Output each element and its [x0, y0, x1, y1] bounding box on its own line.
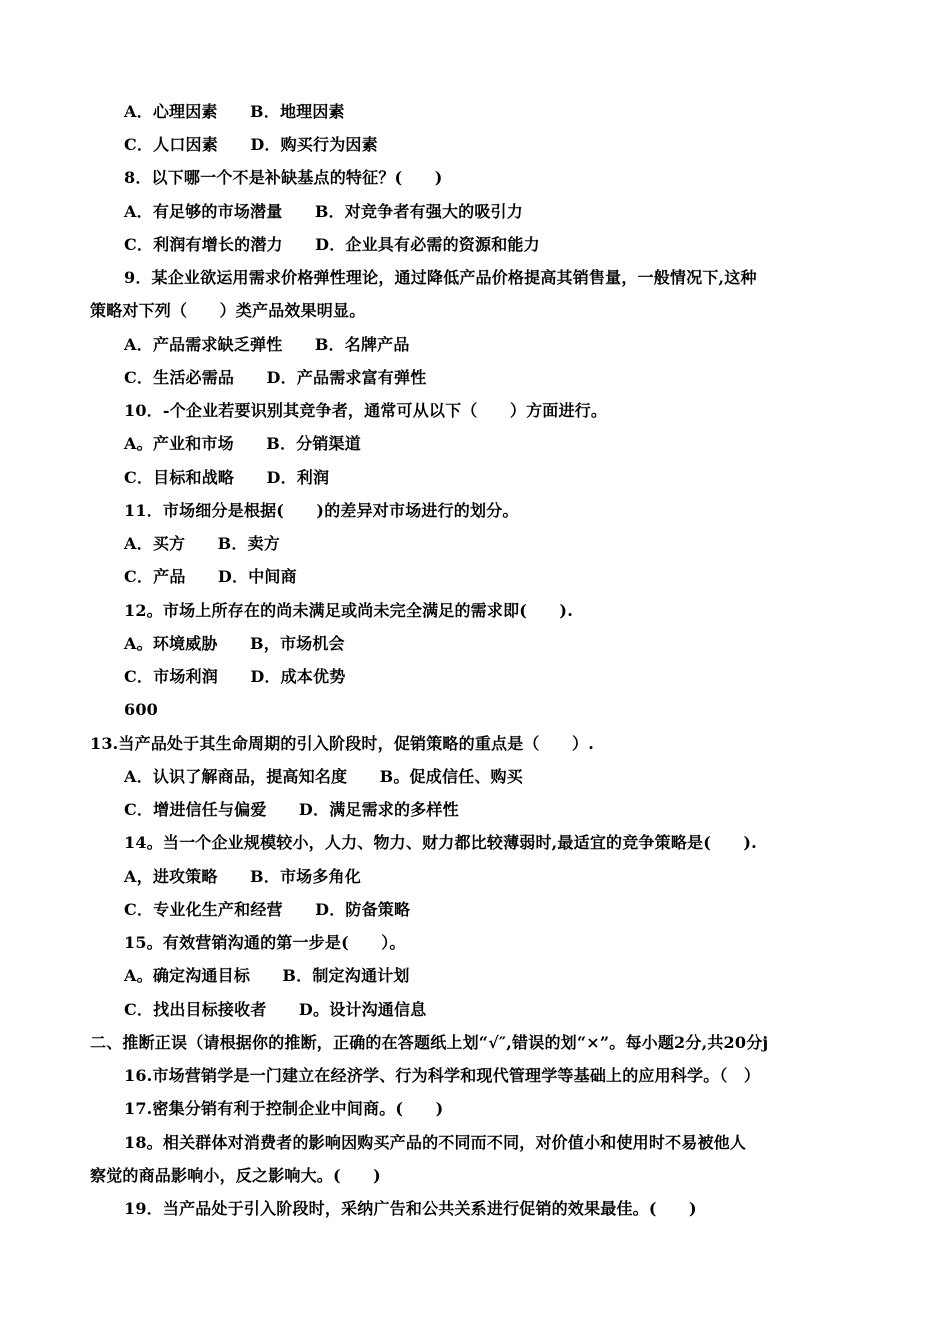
q12-question: 12。市场上所存在的尚未满足或尚未完全满足的需求即( ). [124, 601, 573, 620]
section-two-heading: 二、推断正误（请根据你的推断，正确的在答题纸上划“√″,错误的划“×”。每小题2分,共20分j [90, 1033, 769, 1052]
q15-options-ab: A。确定沟通目标 B．制定沟通计划 [124, 966, 410, 985]
q12-options-ab: A。环境威胁 B，市场机会 [124, 634, 345, 653]
q19-statement: 19．当产品处于引入阶段时，采纳广告和公共关系进行促销的效果最佳。( ) [124, 1199, 697, 1218]
q15-options-cd: C．找出目标接收者 D。设计沟通信息 [124, 1000, 427, 1019]
q13-question: 13.当产品处于其生命周期的引入阶段时，促销策略的重点是（ ）. [90, 734, 595, 753]
q18-statement-cont: 察觉的商品影响小，反之影响大。( ) [90, 1166, 381, 1185]
q16-statement: 16.市场营销学是一门建立在经济学、行为科学和现代管理学等基础上的应用科学。（ ） [124, 1066, 761, 1085]
q10-options-cd: C．目标和战略 D．利润 [124, 468, 330, 487]
q9-options-ab: A．产品需求缺乏弹性 B．名牌产品 [124, 335, 410, 354]
q10-question: 10．-个企业若要识别其竞争者，通常可从以下（ ）方面进行。 [124, 401, 608, 420]
q13-options-ab: A．认识了解商品，提高知名度 B。促成信任、购买 [124, 767, 523, 786]
q8-question: 8．以下哪一个不是补缺基点的特征？( ) [124, 168, 443, 187]
q14-question: 14。当一个企业规模较小，人力、物力、财力都比较薄弱时,最适宜的竞争策略是( ). [124, 833, 757, 852]
q8-options-ab: A．有足够的市场潜量 B．对竞争者有强大的吸引力 [124, 202, 523, 221]
q12-options-cd: C．市场利润 D．成本优势 [124, 667, 346, 686]
q7-options-ab: A．心理因素 B．地理因素 [124, 102, 345, 121]
q14-options-cd: C．专业化生产和经营 D．防备策略 [124, 900, 411, 919]
q11-options-cd: C．产品 D．中间商 [124, 567, 297, 586]
q15-question: 15。有效营销沟通的第一步是( ）。 [124, 933, 406, 952]
q7-options-cd: C．人口因素 D．购买行为因素 [124, 135, 378, 154]
q10-options-ab: A。产业和市场 B．分销渠道 [124, 434, 361, 453]
q8-options-cd: C．利润有增长的潜力 D．企业具有必需的资源和能力 [124, 235, 540, 254]
page-number: 600 [124, 700, 158, 719]
q11-options-ab: A．买方 B．卖方 [124, 534, 280, 553]
q14-options-ab: A，进攻策略 B．市场多角化 [124, 867, 361, 886]
q13-options-cd: C．增进信任与偏爱 D．满足需求的多样性 [124, 800, 459, 819]
q17-statement: 17.密集分销有利于控制企业中间商。( ) [124, 1099, 444, 1118]
q18-statement: 18。相关群体对消费者的影响因购买产品的不同而不同，对价值小和使用时不易被他人 [124, 1133, 747, 1152]
q11-question: 11．市场细分是根据( )的差异对市场进行的划分。 [124, 501, 519, 520]
q9-question-cont: 策略对下列（ ）类产品效果明显。 [90, 301, 366, 320]
q9-options-cd: C．生活必需品 D．产品需求富有弹性 [124, 368, 427, 387]
q9-question: 9．某企业欲运用需求价格弹性理论，通过降低产品价格提高其销售量，一般情况下,这种 [124, 268, 757, 287]
